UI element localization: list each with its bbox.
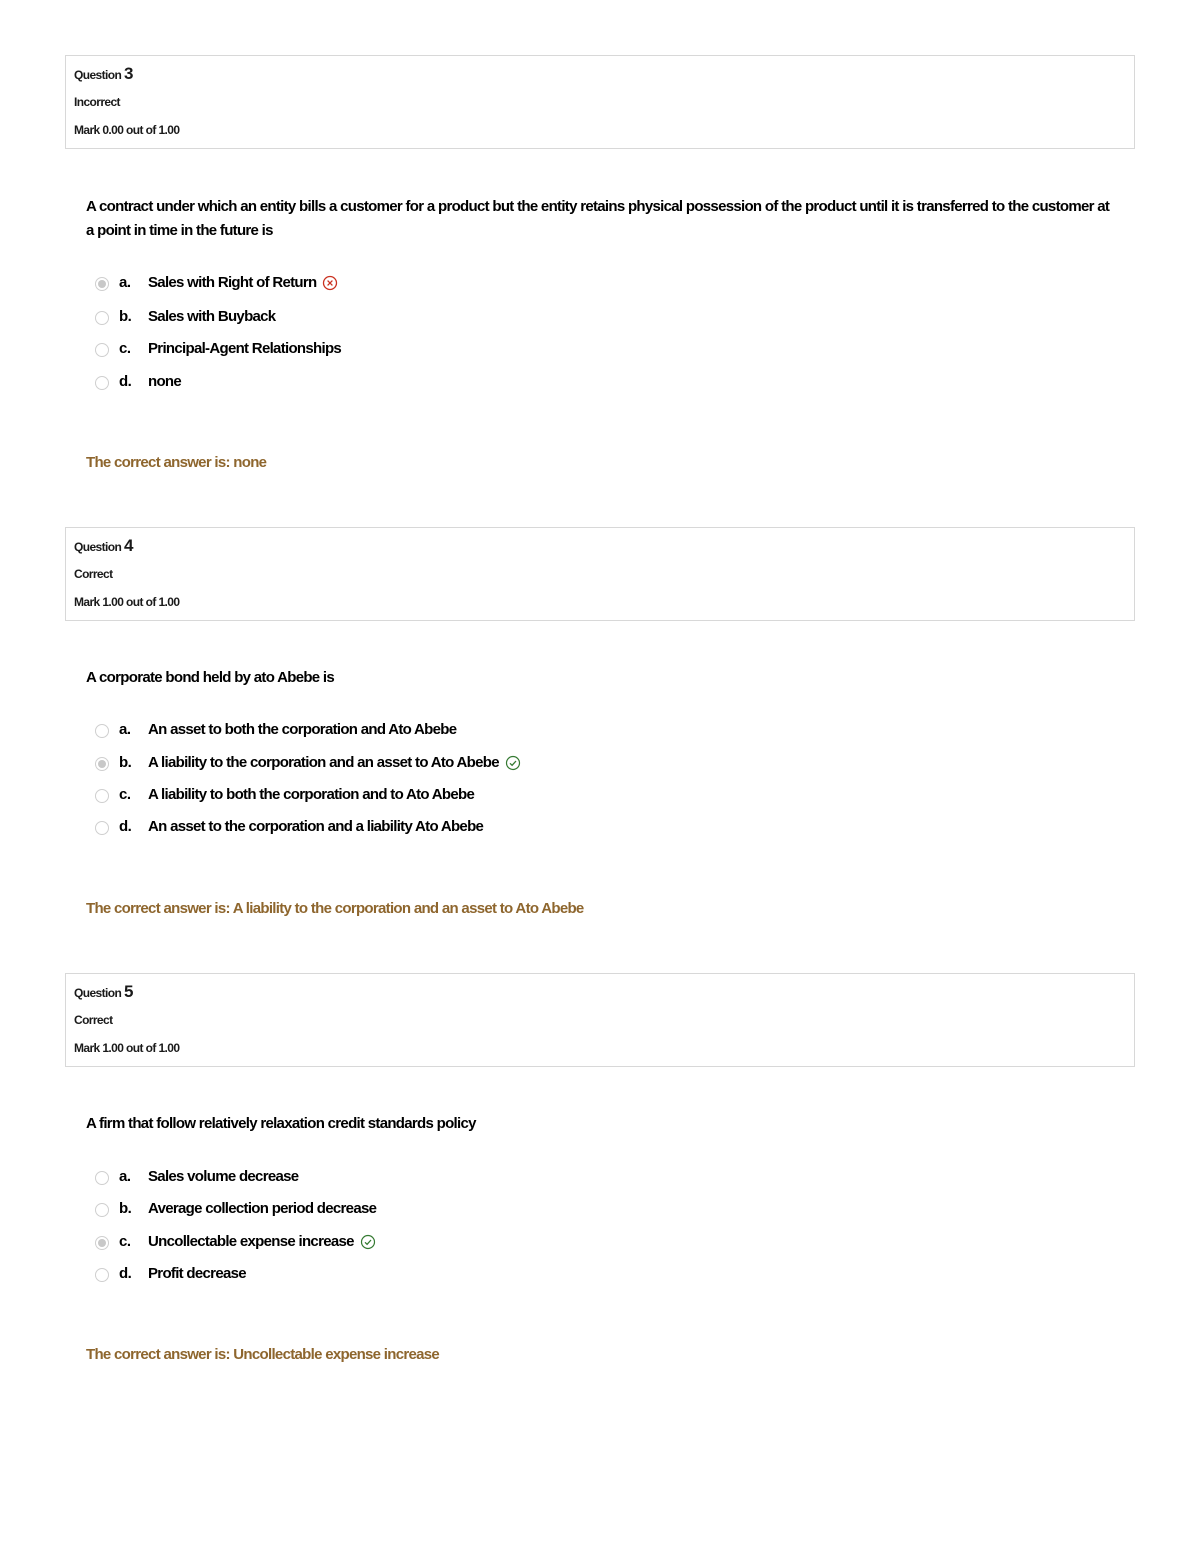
option-label (148, 818, 483, 835)
question-text: A contract under which an entity bills a customer for a product but the entity retains physical possession of the product until it is transferred to the customer at a point in time in the future is (86, 198, 1110, 239)
option-text: Sales volume decrease (148, 1168, 299, 1185)
option-text: Principal-Agent Relationships (148, 340, 342, 357)
option-radio[interactable] (95, 821, 109, 835)
option-b[interactable] (0, 752, 1200, 776)
option-label (148, 754, 521, 771)
option-b[interactable] (0, 1198, 1200, 1222)
option-a[interactable] (0, 719, 1200, 743)
option-text: An asset to both the corporation and Ato Abebe (148, 721, 457, 738)
option-radio[interactable] (95, 343, 109, 357)
option-text: Sales with Right of Return (148, 274, 317, 291)
option-d[interactable] (0, 1263, 1200, 1287)
option-radio[interactable] (95, 1236, 109, 1250)
question-label: Question (74, 986, 122, 1000)
question-number (74, 536, 133, 556)
option-letter: a. (119, 721, 131, 738)
option-letter: d. (119, 373, 132, 390)
option-c[interactable] (0, 1231, 1200, 1255)
option-radio[interactable] (95, 1171, 109, 1185)
option-letter: d. (119, 818, 132, 835)
option-letter: a. (119, 274, 131, 291)
question-info-box (65, 527, 1135, 621)
question-info-box (65, 55, 1135, 149)
question-state: Correct (74, 567, 113, 581)
correct-icon (505, 755, 521, 771)
option-letter: c. (119, 1233, 131, 1250)
option-text: Profit decrease (148, 1265, 246, 1282)
right-answer-feedback: The correct answer is: none (86, 454, 267, 471)
option-label (148, 721, 456, 738)
question-num: 5 (123, 982, 134, 1001)
question-grade: Mark 1.00 out of 1.00 (74, 1041, 180, 1055)
correct-icon (360, 1234, 376, 1250)
question-info-box (65, 973, 1135, 1067)
option-label (148, 1200, 376, 1217)
option-label (148, 1168, 298, 1185)
option-radio[interactable] (95, 311, 109, 325)
option-label (148, 786, 474, 803)
option-b[interactable] (0, 306, 1200, 330)
option-letter: c. (119, 340, 131, 357)
option-label (148, 340, 341, 357)
right-answer-feedback: The correct answer is: Uncollectable expense increase (86, 1346, 440, 1363)
option-radio[interactable] (95, 376, 109, 390)
question-num: 3 (123, 64, 134, 83)
question-text: A firm that follow relatively relaxation credit standards policy (86, 1115, 476, 1132)
option-label (148, 1265, 246, 1282)
question-grade: Mark 1.00 out of 1.00 (74, 595, 180, 609)
option-letter: b. (119, 308, 132, 325)
question-label: Question (74, 68, 122, 82)
option-c[interactable] (0, 338, 1200, 362)
option-radio[interactable] (95, 277, 109, 291)
option-text: A liability to the corporation and an asset to Ato Abebe (148, 754, 499, 771)
option-a[interactable] (0, 1166, 1200, 1190)
question-number (74, 64, 133, 84)
option-d[interactable] (0, 371, 1200, 395)
option-radio[interactable] (95, 1203, 109, 1217)
question-num: 4 (123, 536, 134, 555)
option-letter: c. (119, 786, 131, 803)
question-label: Question (74, 540, 122, 554)
option-label (148, 308, 275, 325)
option-label (148, 1233, 376, 1250)
option-text: none (148, 373, 182, 390)
option-label (148, 373, 181, 390)
option-c[interactable] (0, 784, 1200, 808)
incorrect-icon (322, 275, 338, 291)
right-answer-feedback: The correct answer is: A liability to the corporation and an asset to Ato Abebe (86, 900, 584, 917)
option-label (148, 274, 338, 291)
option-text: Average collection period decrease (148, 1200, 377, 1217)
option-text: Uncollectable expense increase (148, 1233, 354, 1250)
question-text: A corporate bond held by ato Abebe is (86, 669, 335, 686)
option-text: An asset to the corporation and a liability Ato Abebe (148, 818, 484, 835)
option-radio[interactable] (95, 789, 109, 803)
option-letter: b. (119, 1200, 132, 1217)
option-d[interactable] (0, 816, 1200, 840)
question-state: Correct (74, 1013, 113, 1027)
question-number (74, 982, 133, 1002)
question-state: Incorrect (74, 95, 120, 109)
option-radio[interactable] (95, 1268, 109, 1282)
option-letter: d. (119, 1265, 132, 1282)
option-text: Sales with Buyback (148, 308, 276, 325)
option-letter: a. (119, 1168, 131, 1185)
option-letter: b. (119, 754, 132, 771)
option-radio[interactable] (95, 724, 109, 738)
option-radio[interactable] (95, 757, 109, 771)
question-grade: Mark 0.00 out of 1.00 (74, 123, 180, 137)
option-a[interactable] (0, 272, 1200, 296)
option-text: A liability to both the corporation and to Ato Abebe (148, 786, 475, 803)
